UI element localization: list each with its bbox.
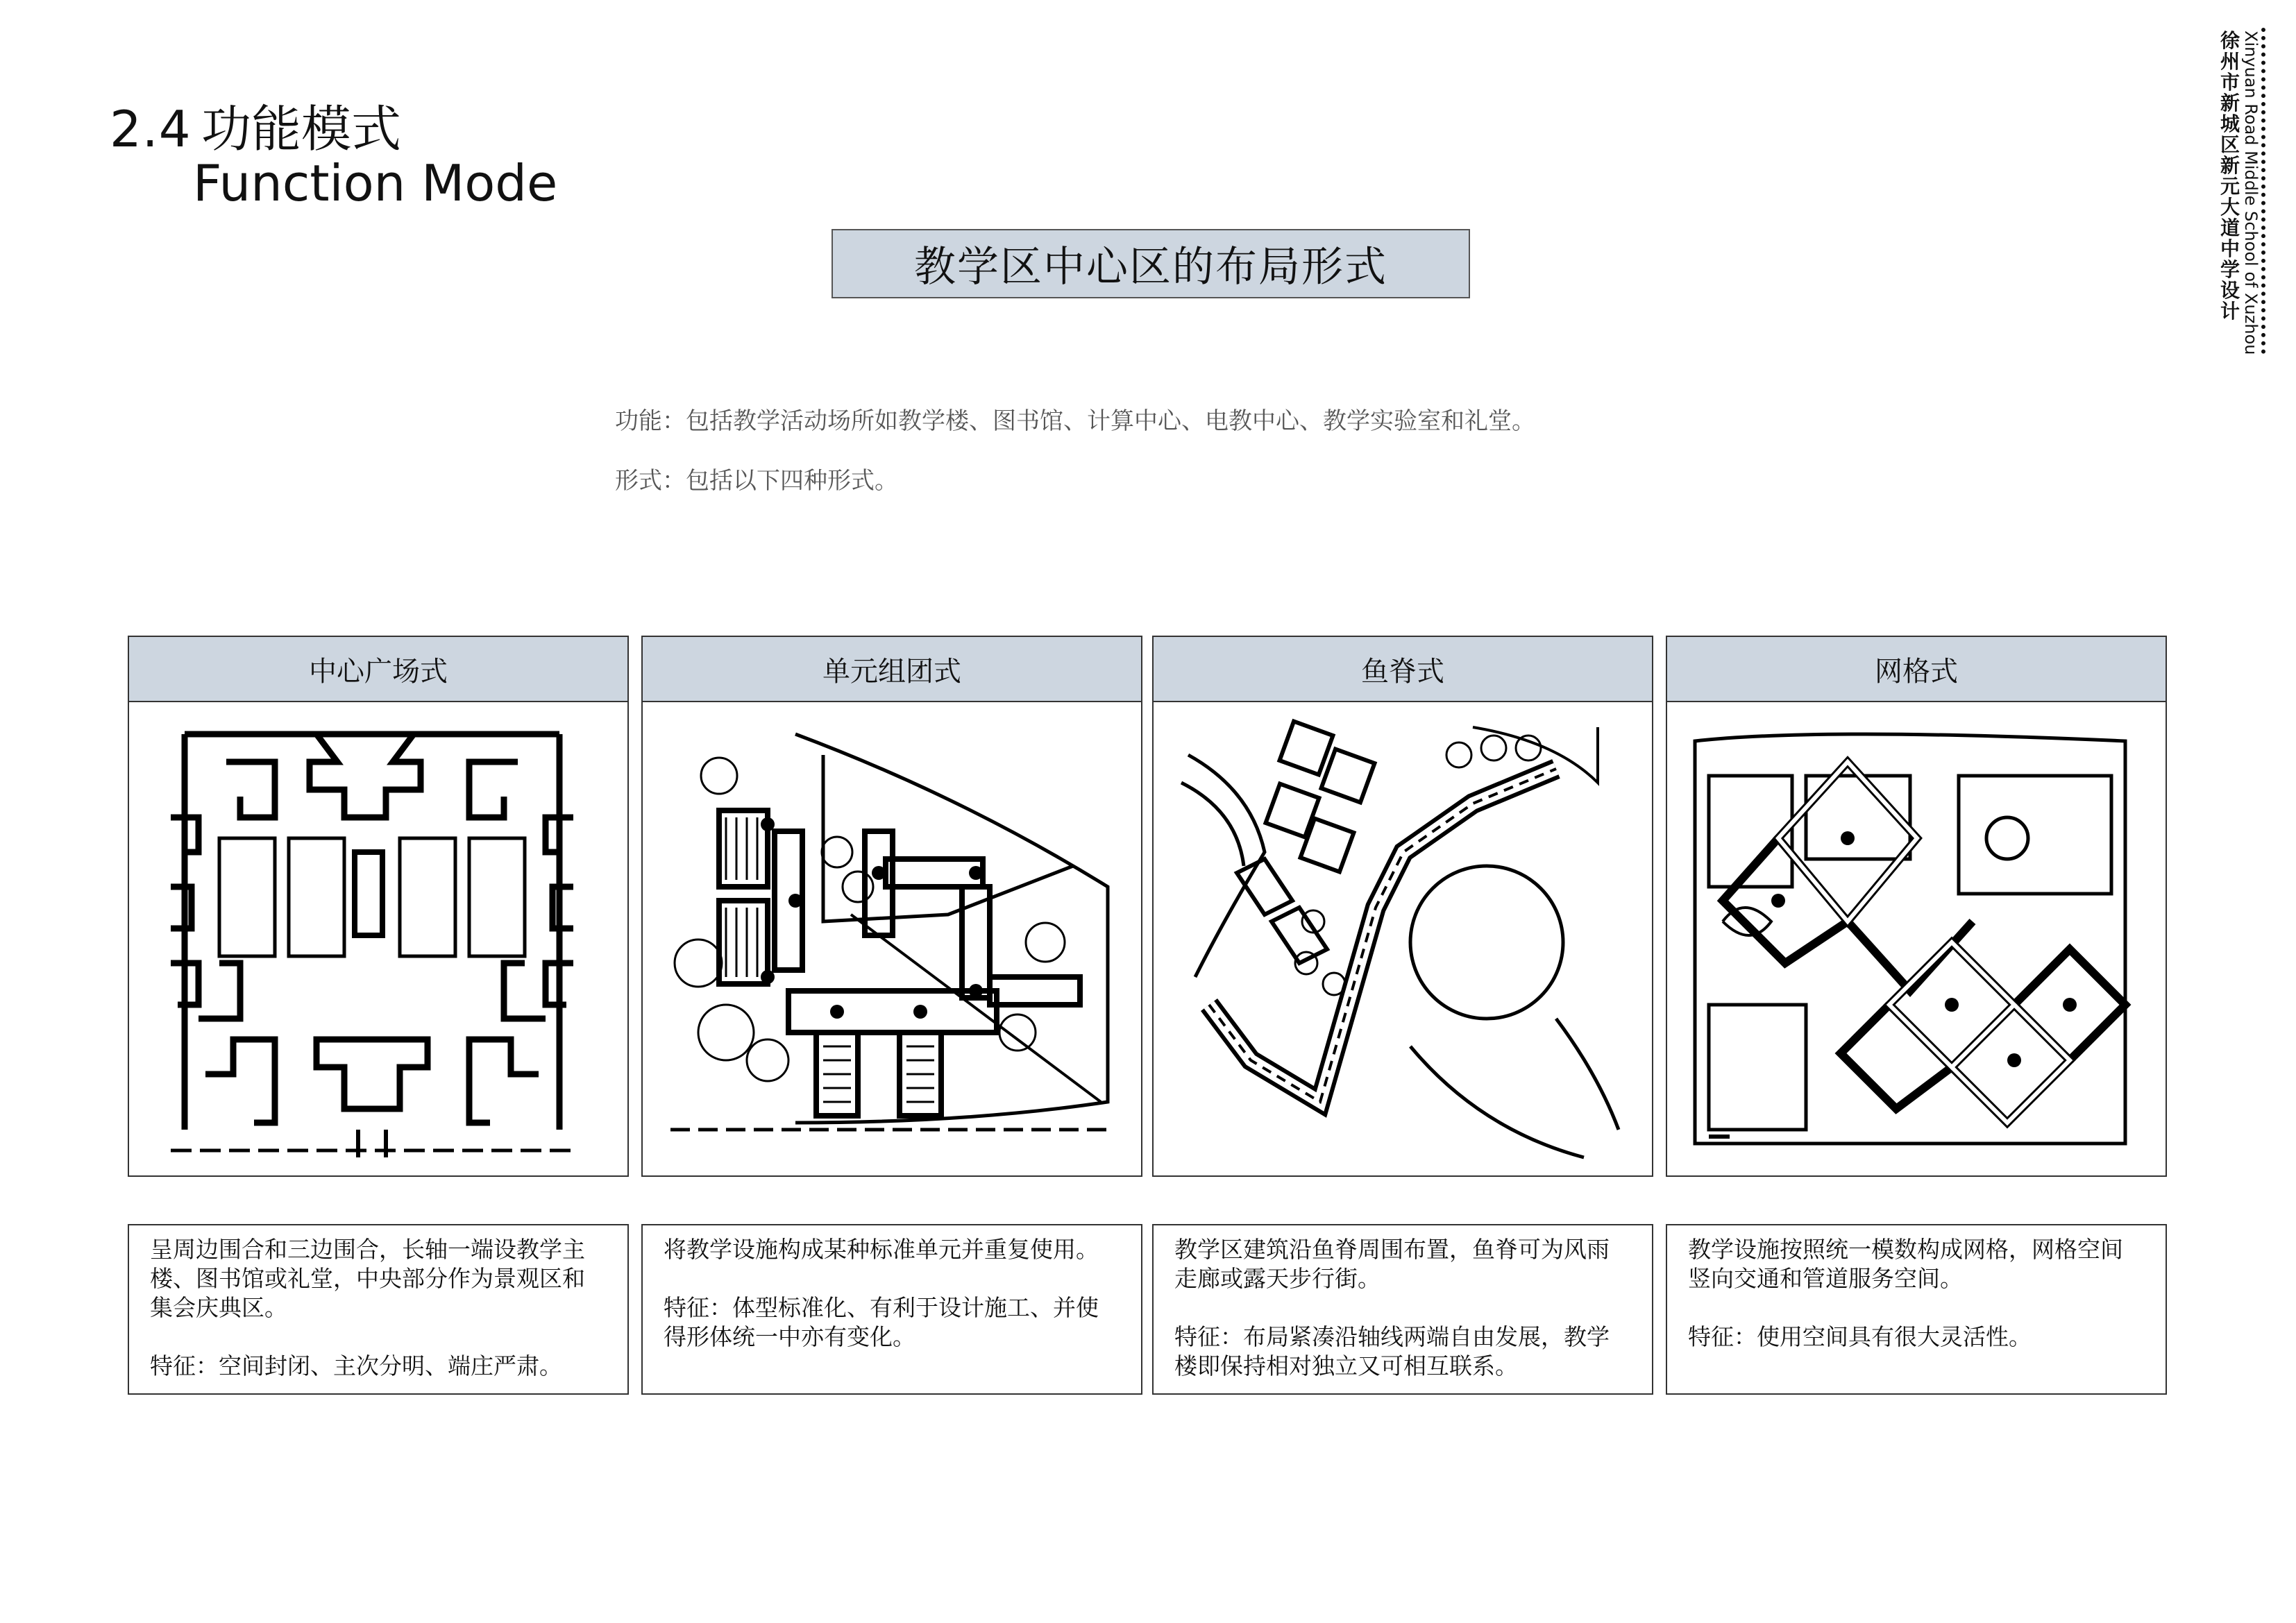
desc-text: 将教学设施构成某种标准单元并重复使用。 [664,1236,1099,1263]
main-title: 教学区中心区的布局形式 [832,229,1470,298]
site-plan-grid [1681,713,2152,1164]
desc-unit-cluster [641,1224,1142,1395]
panel-title: 网格式 [1667,637,2166,702]
panel-central-plaza [128,636,629,1177]
feature-text: 特征：空间封闭、主次分明、端庄严肃。 [150,1352,562,1379]
feature-text: 特征：体型标准化、有利于设计施工、并使得形体统一中亦有变化。 [664,1294,1099,1350]
feature-text: 特征：布局紧凑沿轴线两端自由发展，教学楼即保持相对独立又可相互联系。 [1174,1323,1610,1379]
panel-title: 中心广场式 [129,637,627,702]
side-dotted-rule [2261,28,2265,354]
panel-unit-cluster [641,636,1142,1177]
panel-fishbone [1152,636,1653,1177]
site-plan-central-plaza [143,713,614,1164]
side-label-zh: 徐 州 市 新 城 区 新 元 大 道 中 学 设 计 [2220,29,2240,323]
desc-central-plaza [128,1224,629,1395]
section-title-en: Function Mode [193,154,558,212]
panel-title: 鱼脊式 [1154,637,1652,702]
section-number: 2.4 [110,100,192,158]
panel-title: 单元组团式 [643,637,1141,702]
desc-grid [1666,1224,2167,1395]
site-plan-fishbone [1167,713,1638,1164]
intro-form-line: 形式：包括以下四种形式。 [615,467,898,495]
desc-fishbone [1152,1224,1653,1395]
desc-text: 呈周边围合和三边围合，长轴一端设教学主楼、图书馆或礼堂，中央部分作为景观区和集会庆典区。 [150,1236,585,1321]
feature-text: 特征：使用空间具有很大灵活性。 [1688,1323,2032,1350]
side-label-en: Xinyuan Road Middle School of Xuzhou [2241,31,2261,355]
desc-text: 教学区建筑沿鱼脊周围布置，鱼脊可为风雨走廊或露天步行街。 [1174,1236,1610,1292]
section-title-zh: 功能模式 [201,100,402,158]
intro-function-line: 功能：包括教学活动场所如教学楼、图书馆、计算中心、电教中心、教学实验室和礼堂。 [615,407,1535,435]
panel-grid [1666,636,2167,1177]
desc-text: 教学设施按照统一模数构成网格，网格空间竖向交通和管道服务空间。 [1688,1236,2123,1292]
site-plan-unit-cluster [657,713,1127,1164]
